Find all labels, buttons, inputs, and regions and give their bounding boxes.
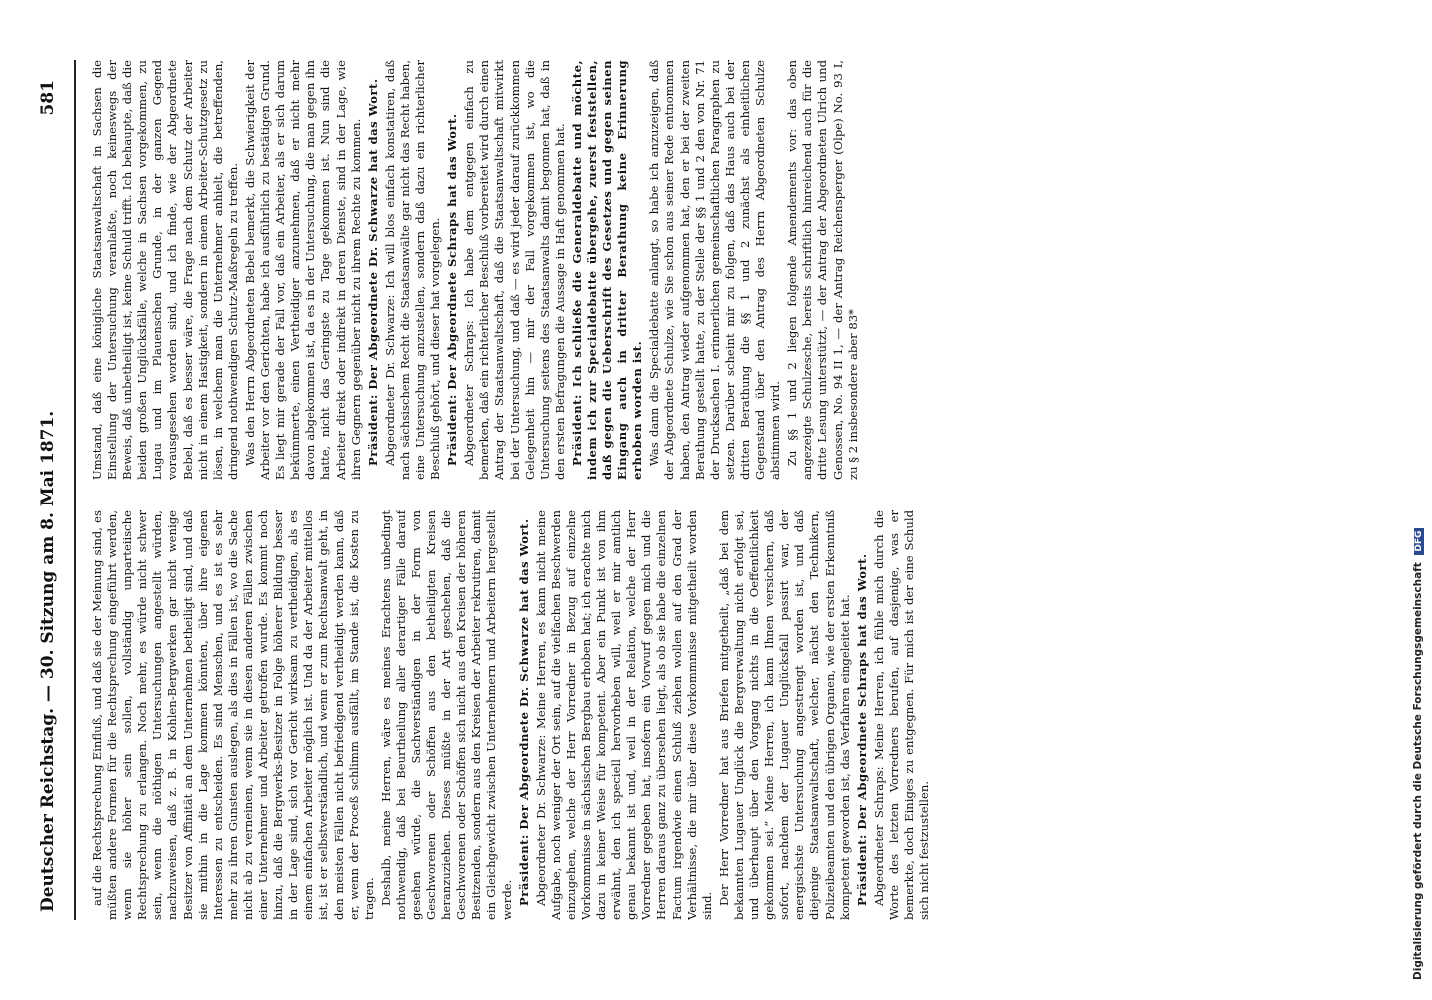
paragraph: Umstand, daß eine königliche Staatsanwaltschaft in Sachsen die Einstellung der Untersuchung veranlaßte, noch keineswegs der Beweis, daß unbetheiligt ist, keine Schuld trifft. Ich behaupte, daß die beiden großen Unglücksfälle, welche in Sachsen vorgekommen, zu Lugau und im Plauenschen Grunde, in der ganzen Gegend vorausgesehen worden sind, und ich finde, wie der Abgeordnete Bebel, daß es besser wäre, die Frage nach dem Schutz der Arbeiter nicht in einem Hastigkeit, sondern in einem Arbeiter-Schutzgesetz zu lösen, in welchem man die Unternehmer anhielt, die betreffenden, dringend nothwendigen Schutz-Maßregeln zu treffen.: [90, 60, 240, 480]
speaker-line: Präsident: Der Abgeordnete Schraps hat das Wort.: [854, 553, 869, 906]
speaker-line: Präsident: Der Abgeordnete Dr. Schwarze hat das Wort.: [516, 518, 531, 906]
page-number: 581: [38, 80, 58, 116]
speaker-line: Präsident: Der Abgeordnete Dr. Schwarze hat das Wort.: [365, 78, 380, 466]
text-column-left: [90, 510, 1392, 920]
header-rule: [74, 60, 76, 920]
paragraph: Der Herr Vorredner hat aus Briefen mitgetheilt, „daß bei dem bekannten Lugauer Unglück die Bergverwaltung nicht erfolgt sei, und überhaupt über den Vorgang nichts in die Oeffentlichkeit gekommen sei.“ Meine Herren, ich kann Ihnen versichern, daß sofort, nachdem der Lugauer Unglücksfall passirt war, der energischste Untersuchung angestrengt worden ist, und daß diejenige Staatsanwaltschaft, welcher, nächst den Technikern, Polizeibeamten und den übrigen Organen, wie der ersten Erkenntniß kompetent geworden ist, das Verfahren eingeleitet hat.: [716, 510, 852, 920]
paragraph: Abgeordneter Schraps: Meine Herren, ich fühle mich durch die Worte des letzten Vorredners berufen, auf dasjenige, was er bemerkte, doch Einiges zu entgegnen. Für mich ist der eine Schuld sich nicht festzustellen.: [871, 510, 932, 920]
text-column-right: [90, 60, 1392, 480]
paragraph: Abgeordneter Schraps: Ich habe dem entgegen einfach zu bemerken, daß ein richterlicher Beschluß vorbereitet wird durch einen Antrag der Staatsanwaltschaft, daß die Staatsanwaltschaft mitwirkt bei der Untersuchung, und daß — es wird jeder darauf zurückkommen Gelegenheit hin — mir der Fall vorgekommen ist, wo die Untersuchung seitens des Staatsanwalts damit begonnen hat, daß in den ersten Befragungen die Aussage in Haft genommen hat.: [462, 60, 567, 480]
paragraph: auf die Rechtsprechung Einfluß, und daß sie der Meinung sind, es müßten andere Formen für die Rechtsprechung eingeführt werden, wenn sie höher sein sollen, vollständig unparteiische Rechtsprechung zu erlangen. Noch mehr, es würde nicht schwer sein, wenn die nöthigen Untersuchungen angestellt würden, nachzuweisen, daß z. B. in Kohlen-Bergwerken gar nicht wenige Besitzer von Affinität an dem Unternehmen betheiligt sind, und daß sie mithin in die Lage kommen könnten, über ihre eigenen Interessen zu entscheiden. Es sind Menschen, und es ist es sehr mehr zu ihren Gunsten auslegen, als dies in Fällen ist, wo die Sache nicht ab zu verneinen, wenn sie in diesen anderen Fällen zwischen einer Unternehmer und Arbeiter getroffen wurde. Es kommt noch hinzu, daß die Bergwerks-Besitzer in Folge höherer Bildung besser in der Lage sind, sich vor Gericht wirksam zu vertheidigen, als es einem einfachen Arbeiter möglich ist. Und da der Arbeiter mittellos ist, ist er selbstverständlich, und wenn er zum Rechtsanwalt geht, in den meisten Fällen nicht befriedigend vertheidigt werden kann, daß er, wenn der Proceß schlimm ausfällt, im Stande ist, die Kosten zu tragen.: [90, 510, 376, 920]
speaker-line: Präsident: Ich schließe die Generaldebatte und möchte, indem ich zur Specialdebatte übergehe, zuerst feststellen, daß gegen die Ueberschrift des Gesetzes und gegen seinen Eingang auch in dritter Berathung keine Erinnerung erhoben worden ist.: [569, 60, 645, 480]
paragraph: Zu §§ 1 und 2 liegen folgende Amendements vor: das oben angezeigte Schulzesche, bereits schriftlich hinreichend auch für die dritte Lesung unterstützt, — der Antrag der Abgeordneten Ulrich und Genossen, No. 94 II 1, — der Antrag Reichensperger (Olpe) No. 93 I, zu § 2 insbesondere aber 83*: [785, 60, 860, 480]
dfg-credit-strip: [1408, 20, 1432, 1000]
running-title: Deutscher Reichstag. — 30. Sitzung am 8. Mai 1871.: [38, 410, 58, 912]
speaker-line: Präsident: Der Abgeordnete Schraps hat das Wort.: [445, 113, 460, 466]
page-header: [38, 80, 70, 912]
dfg-credit: [1412, 20, 1432, 980]
paragraph: Deshalb, meine Herren, wäre es meines Erachtens unbedingt nothwendig, daß bei Beurtheilung aller derartiger Fälle darauf gesehen würde, die Sachverständigen in der Form von Geschworenen oder Schöffen aus den betheiligten Kreisen heranzuziehen. Dieses müßte in der Art geschehen, daß die Geschworenen oder Schöffen sich nicht aus den Kreisen der höheren Besitzenden, sondern aus den Kreisen der Arbeiter rekrutiren, damit ein Gleichgewicht zwischen Unternehmern und Arbeitern hergestellt werde.: [378, 510, 514, 920]
paragraph: Abgeordneter Dr. Schwarze: Meine Herren, es kann nicht meine Aufgabe, noch weniger der Ort sein, auf die vielfachen Beschwerden einzugehen, welche der Herr Vorredner in Bezug auf einzelne Vorkommnisse in sächsischen Bergbau erhoben hat; ich erachte mich dazu in keiner Weise für kompetent. Aber ein Punkt ist von ihm erwähnt, den ich speciell hervorheben will, weil er mir amtlich genau bekannt ist und, weil in der Relation, welche der Herr Vorredner gegeben hat, insofern ein Vorwurf gegen mich und die Herren daraus ganz zu übersehen liegt, als ob sie habe die einzelnen Factum irgendwie einen Schluß ziehen wollen auf den Grad der Verhältnisse, die mir über diese Vorkommnisse mitgetheilt worden sind.: [533, 510, 714, 920]
dfg-logo: DFG: [1414, 528, 1424, 555]
dfg-credit-text: Digitalisierung gefördert durch die Deutsche Forschungsgemeinschaft: [1412, 562, 1424, 980]
paragraph: Abgeordneter Dr. Schwarze: Ich will blos einfach konstatiren, daß nach sächsischem Recht die Staatsanwälte gar nicht das Recht haben, eine Untersuchung anzustellen, sondern daß dazu ein richterlicher Beschluß gehört, und dieser hat vorgelegen.: [382, 60, 443, 480]
paragraph: Was den Herrn Abgeordneten Bebel bemerkt, die Schwierigkeit der Arbeiter vor den Gerichten, habe ich ausführlich zu bestätigen Grund. Es liegt mir gerade der Fall vor, daß ein Arbeiter, als er sich darum bekümmerte, einen Vertheidiger anzunehmen, daß er nicht mehr davon abgekommen ist, da es in der Untersuchung, die man gegen ihn hatte, nicht das Geringste zu Tage gekommen ist. Nun sind die Arbeiter direkt oder indirekt in deren Dienste, sind in der Lage, wie ihren Gegnern gegenüber nicht zu ihrem Rechte zu kommen.: [242, 60, 363, 480]
paragraph: Was dann die Specialdebatte anlangt, so habe ich anzuzeigen, daß der Abgeordnete Schulze, wie Sie schon aus seiner Rede entnommen haben, den Antrag wieder aufgenommen hat, den er bei der zweiten Berathung gestellt hatte, zu der Stelle der §§ 1 und 2 den von Nr. 71 der Drucksachen I. erinnerlichen gemeinschaftlichen Paragraphen zu setzen. Darüber scheint mir zu folgen, daß das Haus auch bei der dritten Berathung die §§ 1 und 2 zunächst als einheitlichen Gegenstand über den Antrag des Herrn Abgeordneten Schulze abstimmen wird.: [647, 60, 783, 480]
